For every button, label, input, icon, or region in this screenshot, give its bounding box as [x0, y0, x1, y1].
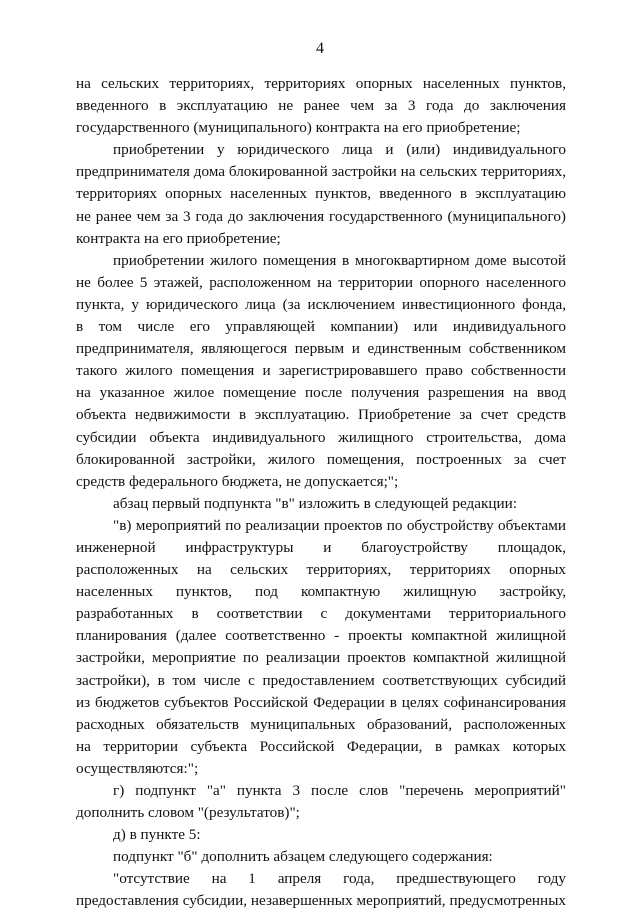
text-line: предпринимателя дома блокированной застройки на сельских территориях,	[76, 163, 566, 181]
text-line: не ранее чем за 3 года до заключения государственного (муниципального)	[76, 207, 566, 225]
text-line: блокированной застройки, жилого помещения, построенных за счет	[76, 450, 566, 468]
text-line: не более 5 этажей, расположенном на территории опорного населенного	[76, 273, 566, 291]
paragraph-first-line: приобретении жилого помещения в многоквартирном доме высотой	[113, 251, 566, 269]
text-line: разработанных в соответствии с документами территориального	[76, 605, 566, 623]
text-line: предоставления субсидии, незавершенных мероприятий, предусмотренных	[76, 892, 566, 910]
text-line: государственного (муниципального) контракта на его приобретение;	[76, 119, 521, 137]
text-line: на территории субъекта Российской Федерации, в рамках которых	[76, 737, 566, 755]
paragraph-first-line: подпункт "б" дополнить абзацем следующего содержания:	[113, 848, 493, 866]
text-line: на указанное жилое помещение после получения разрешения на ввод	[76, 384, 566, 402]
text-line: введенного в эксплуатацию не ранее чем за 3 года до заключения	[76, 97, 566, 115]
text-line: застройки), в том числе с предоставлением соответствующих субсидий	[76, 671, 566, 689]
paragraph-first-line: г) подпункт "а" пункта 3 после слов "перечень мероприятий"	[113, 782, 566, 799]
text-line: пункта, у юридического лица (за исключением инвестиционного фонда,	[76, 295, 566, 313]
text-line: в том числе его управляющей компании) или индивидуального	[76, 318, 566, 336]
text-line: территориях опорных населенных пунктов, введенного в эксплуатацию	[76, 185, 566, 203]
text-line: дополнить словом "(результатов)";	[76, 804, 300, 822]
text-line: на сельских территориях, территориях опорных населенных пунктов,	[76, 75, 566, 92]
paragraph-first-line: д) в пункте 5:	[113, 826, 201, 844]
text-line: инженерной инфраструктуры и благоустройству площадок,	[76, 538, 566, 556]
text-line: планирования (далее соответственно - проекты компактной жилищной	[76, 627, 566, 645]
text-line: средств федерального бюджета, не допускается;";	[76, 472, 399, 490]
text-line: расположенных на сельских территориях, территориях опорных	[76, 561, 566, 579]
document-body	[76, 73, 566, 913]
text-line: расходных обязательств муниципальных образований, расположенных	[76, 715, 566, 733]
text-line: предпринимателя, являющегося первым и единственным собственником	[76, 340, 566, 358]
text-line: субсидии объекта индивидуального жилищного строительства, дома	[76, 428, 566, 446]
page-number: 4	[316, 40, 324, 57]
text-line: населенных пунктов, под компактную жилищную застройку,	[76, 583, 566, 601]
text-line: застройки, мероприятие по реализации проектов компактной жилищной	[76, 649, 566, 667]
text-line: контракта на его приобретение;	[76, 229, 281, 247]
text-line: объекта недвижимости в эксплуатацию. Приобретение за счет средств	[76, 406, 566, 424]
paragraph-first-line: "отсутствие на 1 апреля года, предшествующего году	[113, 870, 566, 888]
paragraph-first-line: приобретении у юридического лица и (или) индивидуального	[113, 141, 566, 159]
paragraph-first-line: "в) мероприятий по реализации проектов по обустройству объектами	[113, 516, 566, 534]
text-line: из бюджетов субъектов Российской Федерации в целях софинансирования	[76, 693, 566, 711]
paragraph-first-line: абзац первый подпункта "в" изложить в следующей редакции:	[113, 494, 518, 512]
text-line: такого жилого помещения и зарегистрировавшего право собственности	[76, 362, 566, 380]
text-line: осуществляются:";	[76, 759, 199, 777]
